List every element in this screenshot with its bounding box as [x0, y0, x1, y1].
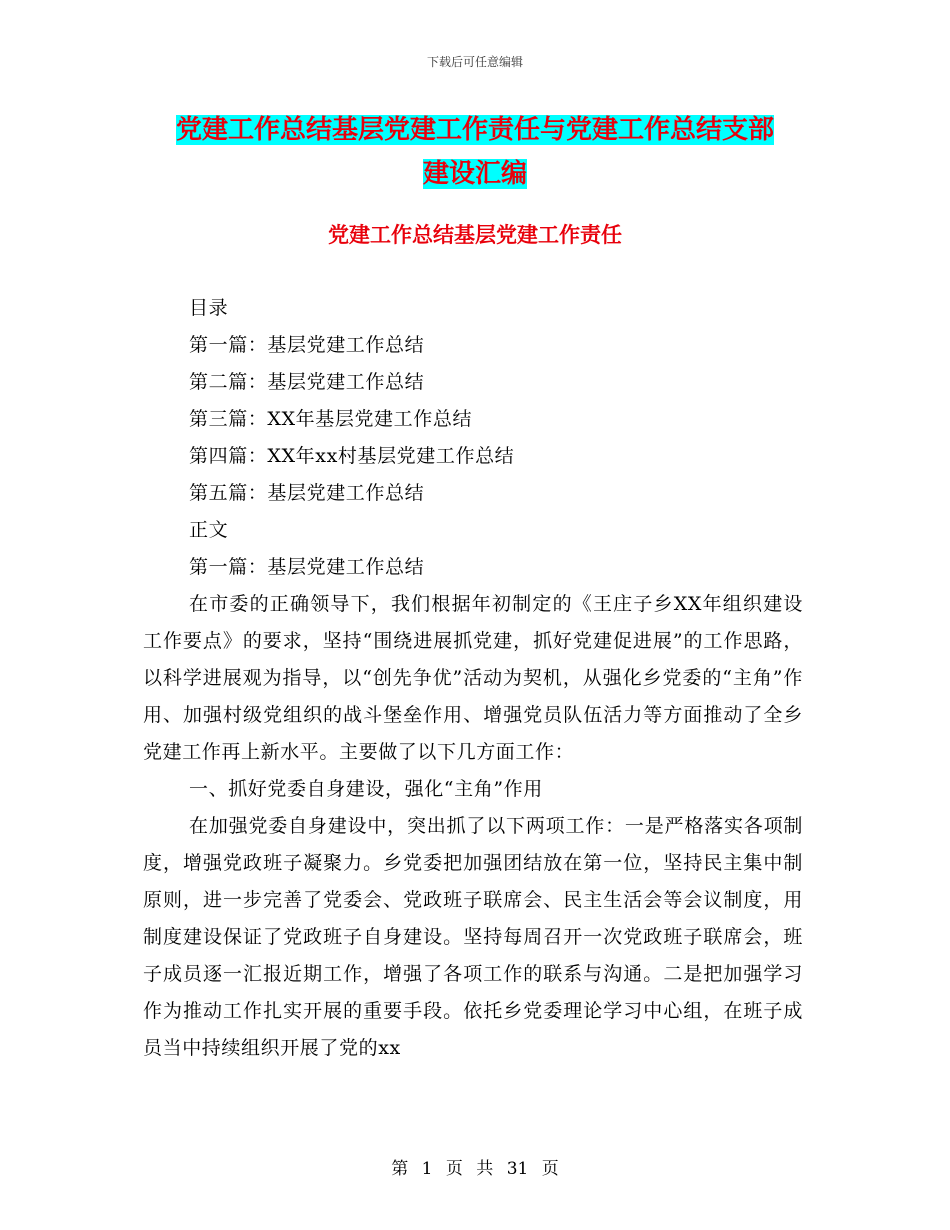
main-title — [145, 108, 805, 196]
document-body — [143, 290, 803, 1067]
toc-heading: 目录 — [189, 297, 229, 319]
toc-item: 第二篇：基层党建工作总结 — [189, 371, 425, 393]
toc-item: 第五篇：基层党建工作总结 — [189, 482, 425, 504]
toc-item: 第三篇：XX年基层党建工作总结 — [189, 408, 473, 430]
toc-item: 第四篇：XX年xx村基层党建工作总结 — [189, 445, 515, 467]
paragraph-intro: 在市委的正确领导下，我们根据年初制定的《王庄子乡XX年组织建设工作要点》的要求，坚持“围绕进展抓党建，抓好党建促进展”的工作思路，以科学进展观为指导，以“创先争优”活动为契机，从强化乡党委的“主角”作用、加强村级党组织的战斗堡垒作用、增强党员队伍活力等方面推动了全乡党建工作再上新水平。主要做了以下几方面工作： — [143, 593, 803, 763]
section-title: 第一篇：基层党建工作总结 — [189, 556, 425, 578]
toc-item: 第一篇：基层党建工作总结 — [189, 334, 425, 356]
body-label: 正文 — [189, 519, 229, 541]
paragraph-body: 在加强党委自身建设中，突出抓了以下两项工作：一是严格落实各项制度，增强党政班子凝聚力。乡党委把加强团结放在第一位，坚持民主集中制原则，进一步完善了党委会、党政班子联席会、民主生活会等会议制度，用制度建设保证了党政班子自身建设。坚持每周召开一次党政班子联席会，班子成员逐一汇报近期工作，增强了各项工作的联系与沟通。二是把加强学习作为推动工作扎实开展的重要手段。依托乡党委理论学习中心组，在班子成员当中持续组织开展了党的xx — [143, 815, 803, 1059]
main-title-line1: 党建工作总结基层党建工作责任与党建工作总结支部 — [175, 115, 774, 145]
header-note: 下载后可任意编辑 — [426, 55, 523, 69]
section-heading: 一、抓好党委自身建设，强化“主角”作用 — [189, 778, 543, 800]
main-title-line2: 建设汇编 — [422, 159, 527, 189]
sub-title: 党建工作总结基层党建工作责任 — [328, 222, 622, 247]
page-footer: 第 1 页 共 31 页 — [391, 1159, 559, 1179]
